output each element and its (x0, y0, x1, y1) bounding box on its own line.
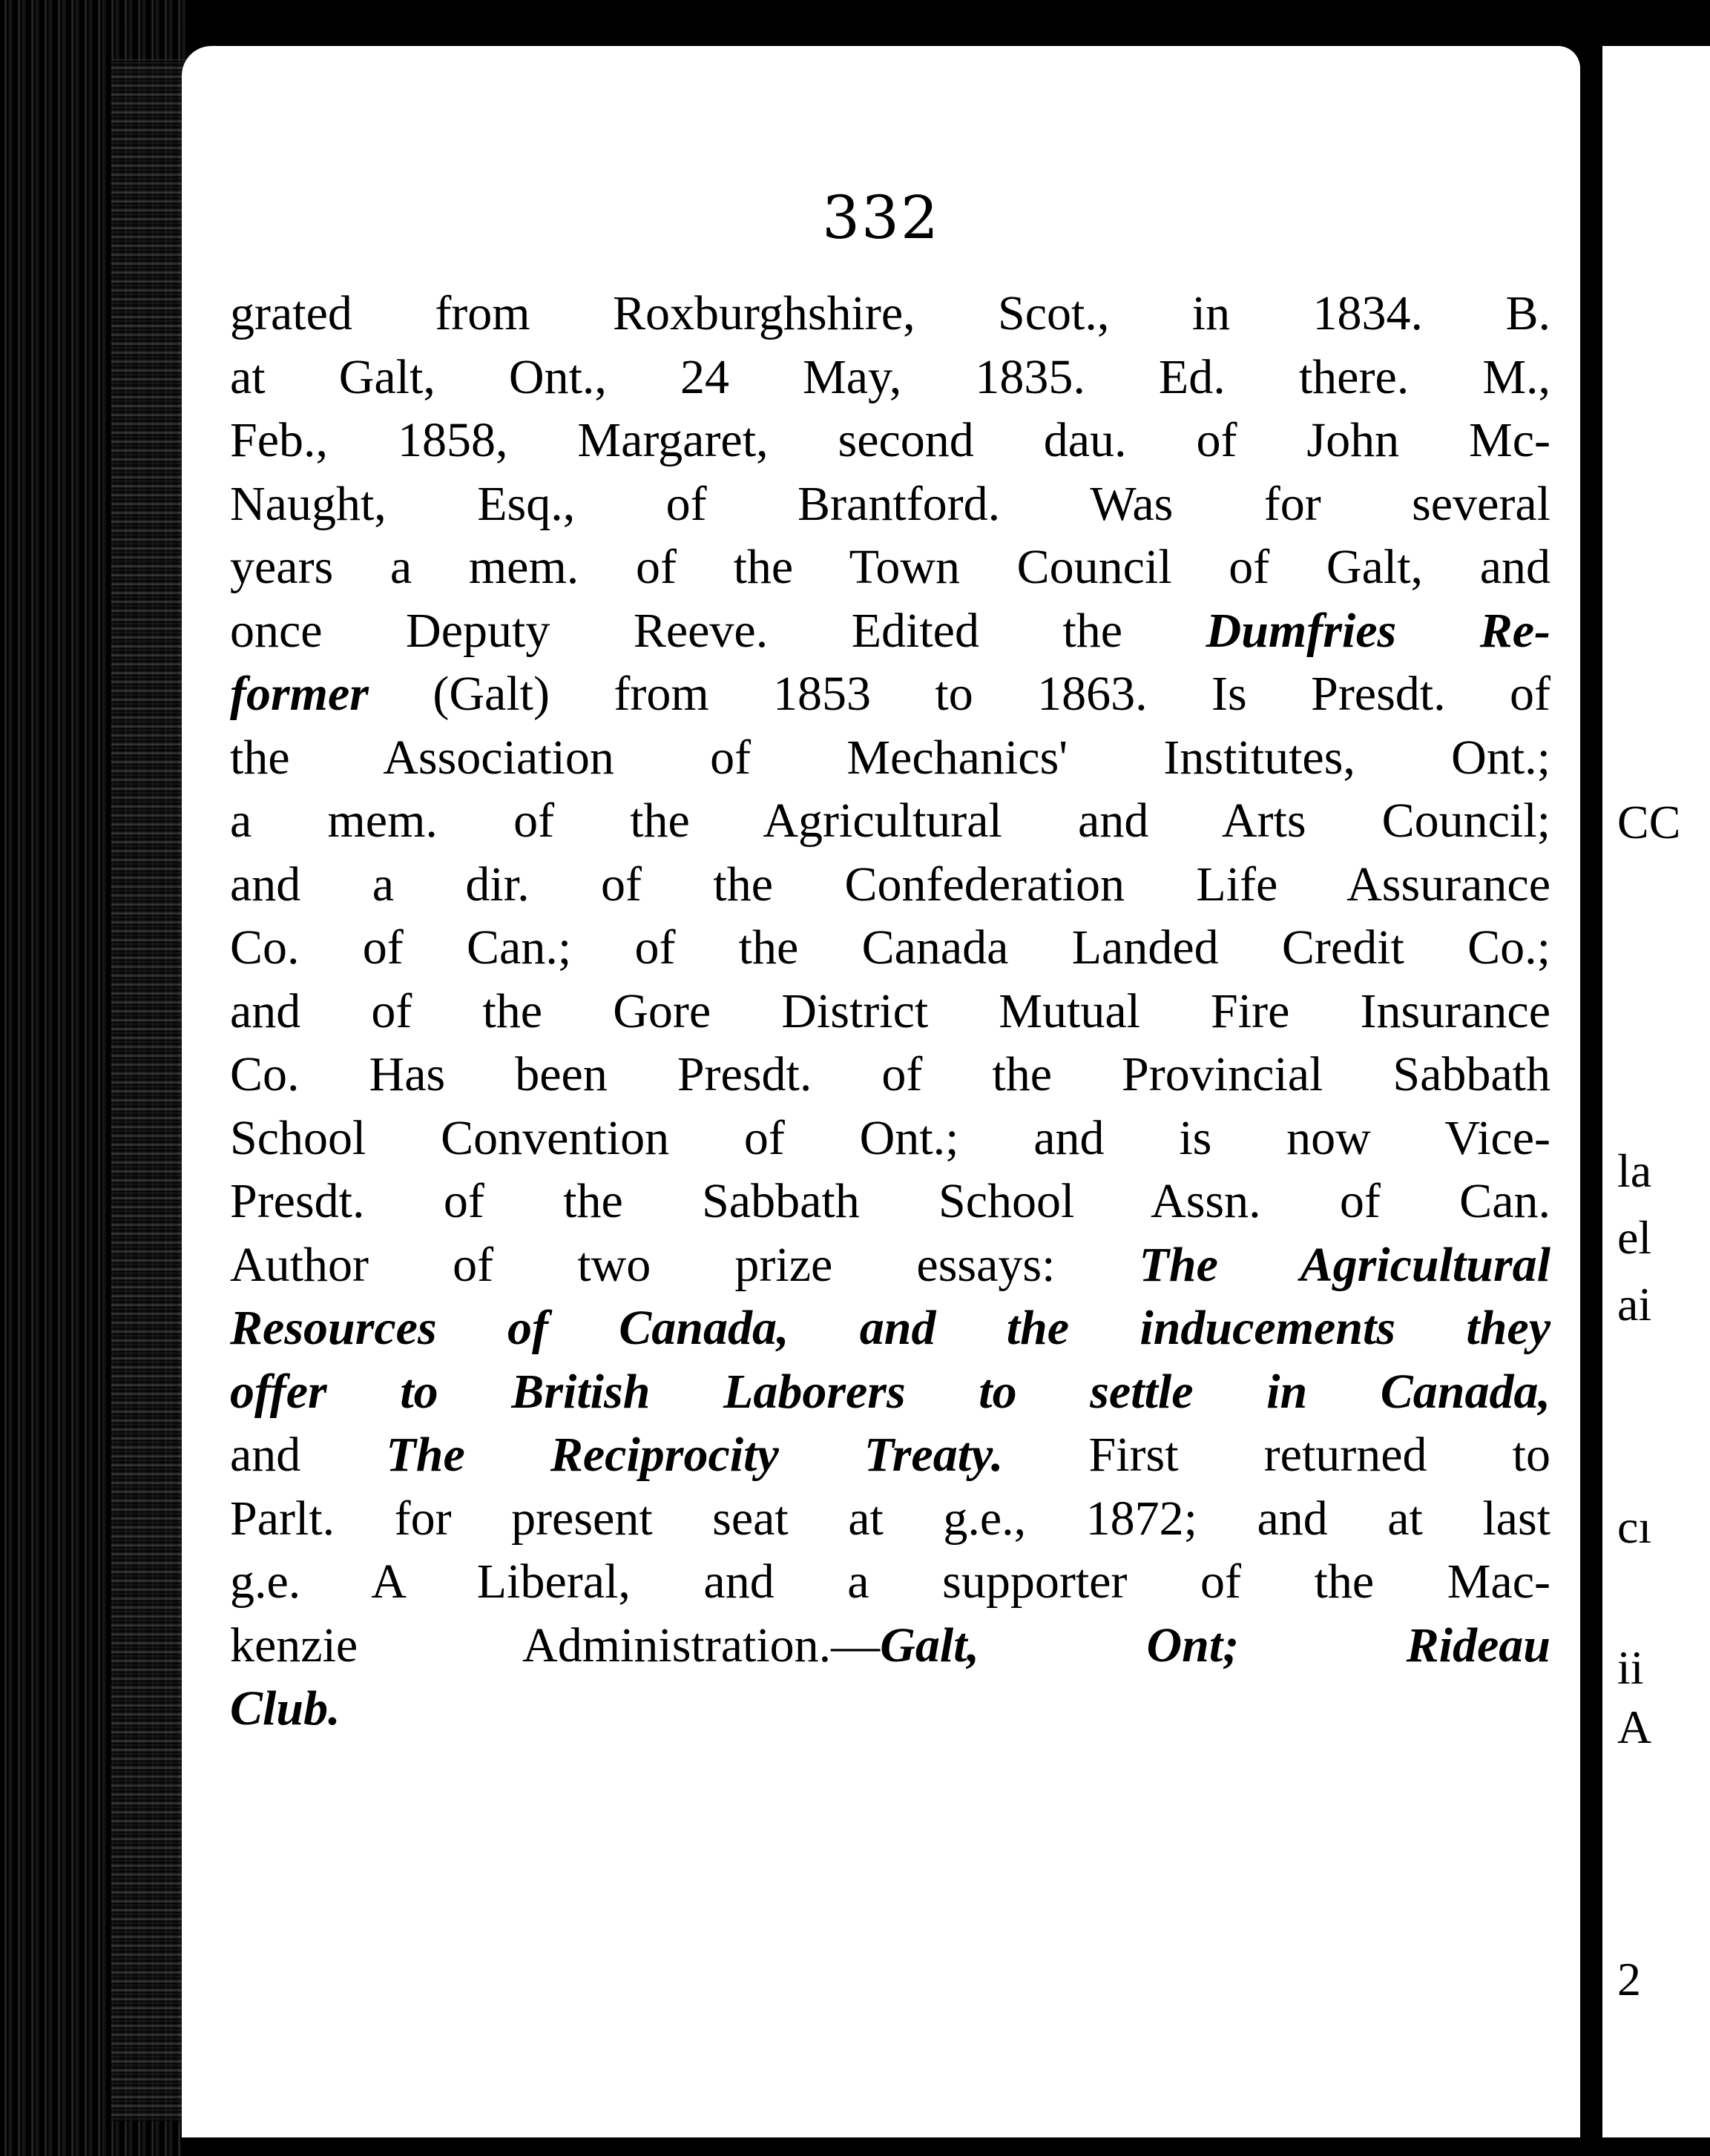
text-segment: once Deputy Reeve. Edited the (230, 603, 1206, 658)
page-number: 332 (822, 183, 940, 252)
text-segment: a mem. of the Agricultural and Arts Council; (230, 794, 1550, 848)
text-line (230, 789, 1550, 853)
text-segment: kenzie Administration.— (230, 1618, 881, 1672)
text-segment: grated from Roxburghshire, Scot., in 1834. B. (230, 286, 1550, 340)
text-segment: g.e. A Liberal, and a supporter of the Mac- (230, 1555, 1550, 1609)
adjacent-page-fragment: CC (1617, 796, 1681, 848)
adjacent-page-fragment: cı (1617, 1500, 1652, 1553)
text-segment: at Galt, Ont., 24 May, 1835. Ed. there. M., (230, 349, 1550, 404)
text-line (230, 853, 1550, 917)
text-line (230, 1614, 1550, 1678)
text-segment: years a mem. of the Town Council of Galt, and (230, 540, 1550, 594)
text-line (230, 282, 1550, 346)
text-segment: Author of two prize essays: (230, 1237, 1140, 1292)
text-line (230, 409, 1550, 472)
adjacent-page-fragment: ai (1617, 1278, 1652, 1331)
italic-text-segment: Dumfries Re- (1206, 603, 1550, 658)
adjacent-page-fragment: A (1617, 1701, 1652, 1753)
adjacent-page-fragment: la (1617, 1144, 1652, 1197)
text-line (230, 662, 1550, 726)
text-segment: Co. Has been Presdt. of the Provincial Sabbath (230, 1047, 1550, 1101)
text-line (230, 535, 1550, 599)
italic-text-segment: offer to British Laborers to settle in Canada, (230, 1364, 1550, 1419)
text-segment: and a dir. of the Confederation Life Assurance (230, 857, 1550, 911)
book-spine-edge (0, 0, 185, 2156)
page-bottom-edge (182, 2137, 1602, 2156)
text-line (230, 1677, 1550, 1741)
text-segment: Presdt. of the Sabbath School Assn. of Can. (230, 1174, 1550, 1228)
text-segment: Co. of Can.; of the Canada Landed Credit Co.; (230, 920, 1550, 975)
adjacent-page-fragment: el (1617, 1211, 1652, 1264)
text-line (230, 916, 1550, 980)
adjacent-page (1602, 46, 1710, 2137)
italic-text-segment: Club. (230, 1681, 341, 1735)
text-line (230, 1296, 1550, 1360)
adjacent-page-fragment: ii (1617, 1641, 1644, 1694)
text-segment: Feb., 1858, Margaret, second dau. of John Mc- (230, 413, 1550, 467)
italic-text-segment: former (230, 667, 369, 721)
italic-text-segment: The Agricultural (1139, 1237, 1550, 1292)
text-line (230, 1170, 1550, 1233)
italic-text-segment: Resources of Canada, and the inducements they (230, 1301, 1550, 1355)
text-line (230, 472, 1550, 536)
text-segment: (Galt) from 1853 to 1863. Is Presdt. of (368, 667, 1550, 721)
text-segment: School Convention of Ont.; and is now Vice- (230, 1110, 1550, 1165)
text-segment: the Association of Mechanics' Institutes, Ont.; (230, 730, 1550, 785)
italic-text-segment: Galt, Ont; Rideau (880, 1618, 1550, 1672)
text-segment: and of the Gore District Mutual Fire Insurance (230, 983, 1550, 1038)
text-line (230, 1233, 1550, 1297)
italic-text-segment: The Reciprocity Treaty. (386, 1428, 1004, 1482)
text-line (230, 980, 1550, 1044)
text-segment: Parlt. for present seat at g.e., 1872; and at last (230, 1491, 1550, 1546)
biography-text (230, 282, 1550, 1741)
text-segment: Naught, Esq., of Brantford. Was for several (230, 476, 1550, 531)
text-line (230, 726, 1550, 790)
text-line (230, 1550, 1550, 1614)
text-line (230, 346, 1550, 409)
text-line (230, 1487, 1550, 1551)
text-line (230, 599, 1550, 663)
text-segment: First returned to (1003, 1428, 1551, 1482)
adjacent-page-fragment: 2 (1617, 1953, 1641, 2005)
text-line (230, 1043, 1550, 1107)
text-line (230, 1360, 1550, 1424)
text-line (230, 1107, 1550, 1170)
text-segment: and (230, 1428, 387, 1482)
text-line (230, 1423, 1550, 1487)
